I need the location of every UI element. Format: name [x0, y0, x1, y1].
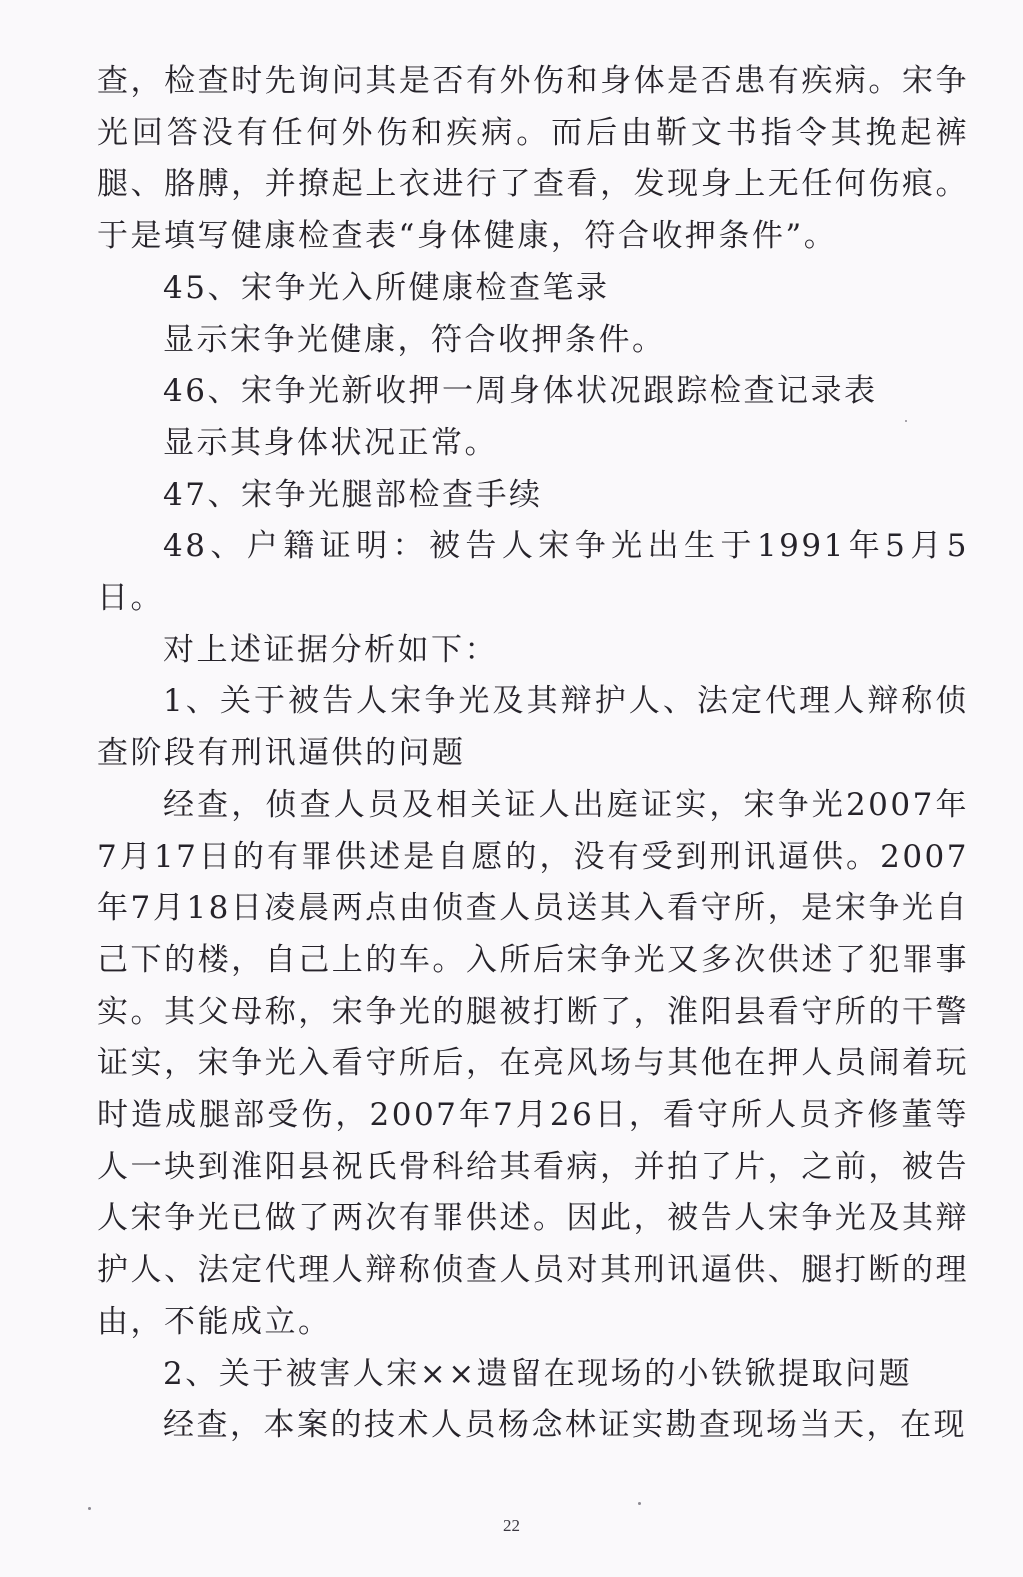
paragraph: 经查，本案的技术人员杨念林证实勘查现场当天，在现 — [163, 1407, 967, 1444]
paragraph: 48、户籍证明：被告人宋争光出生于1991年5月5日。 — [97, 528, 969, 617]
paragraph: 46、宋争光新收押一周身体状况跟踪检查记录表 — [163, 373, 878, 410]
paragraph: 对上述证据分析如下： — [163, 631, 498, 668]
document-body — [97, 56, 969, 1452]
paragraph: 经查，侦查人员及相关证人出庭证实，宋争光2007年7月17日的有罪供述是自愿的，没有受到刑讯逼供。2007年7月18日凌晨两点由侦查人员送其入看守所，是宋争光自己下的楼，自己上的车。入所后宋争光又多次供述了犯罪事实。其父母称，宋争光的腿被打断了，淮阳县看守所的干警证实，宋争光入看守所后，在亮风场与其他在押人员闹着玩时造成腿部受伤，2007年7月26日，看守所人员齐修董等人一块到淮阳县祝氏骨科给其看病，并拍了片，之前，被告人宋争光已做了两次有罪供述。因此，被告人宋争光及其辩护人、法定代理人辩称侦查人员对其刑讯逼供、腿打断的理由，不能成立。 — [97, 786, 969, 1340]
paragraph: 2、关于被害人宋××遗留在现场的小铁锨提取问题 — [163, 1355, 913, 1392]
paragraph: 47、宋争光腿部检查手续 — [163, 476, 543, 513]
paragraph: 查，检查时先询问其是否有外伤和身体是否患有疾病。宋争光回答没有任何外伤和疾病。而后由靳文书指令其挽起裤腿、胳膊，并撩起上衣进行了查看，发现身上无任何伤痕。于是填写健康检查表“身体健康，符合收押条件”。 — [97, 63, 969, 255]
scan-speck — [638, 1502, 641, 1505]
paragraph: 显示其身体状况正常。 — [163, 424, 498, 461]
scan-speck — [905, 420, 907, 422]
paragraph: 45、宋争光入所健康检查笔录 — [163, 269, 610, 306]
page-number: 22 — [503, 1516, 520, 1535]
paragraph: 1、关于被告人宋争光及其辩护人、法定代理人辩称侦查阶段有刑讯逼供的问题 — [97, 683, 969, 772]
scan-speck — [88, 1507, 91, 1510]
paragraph: 显示宋争光健康，符合收押条件。 — [163, 321, 666, 358]
